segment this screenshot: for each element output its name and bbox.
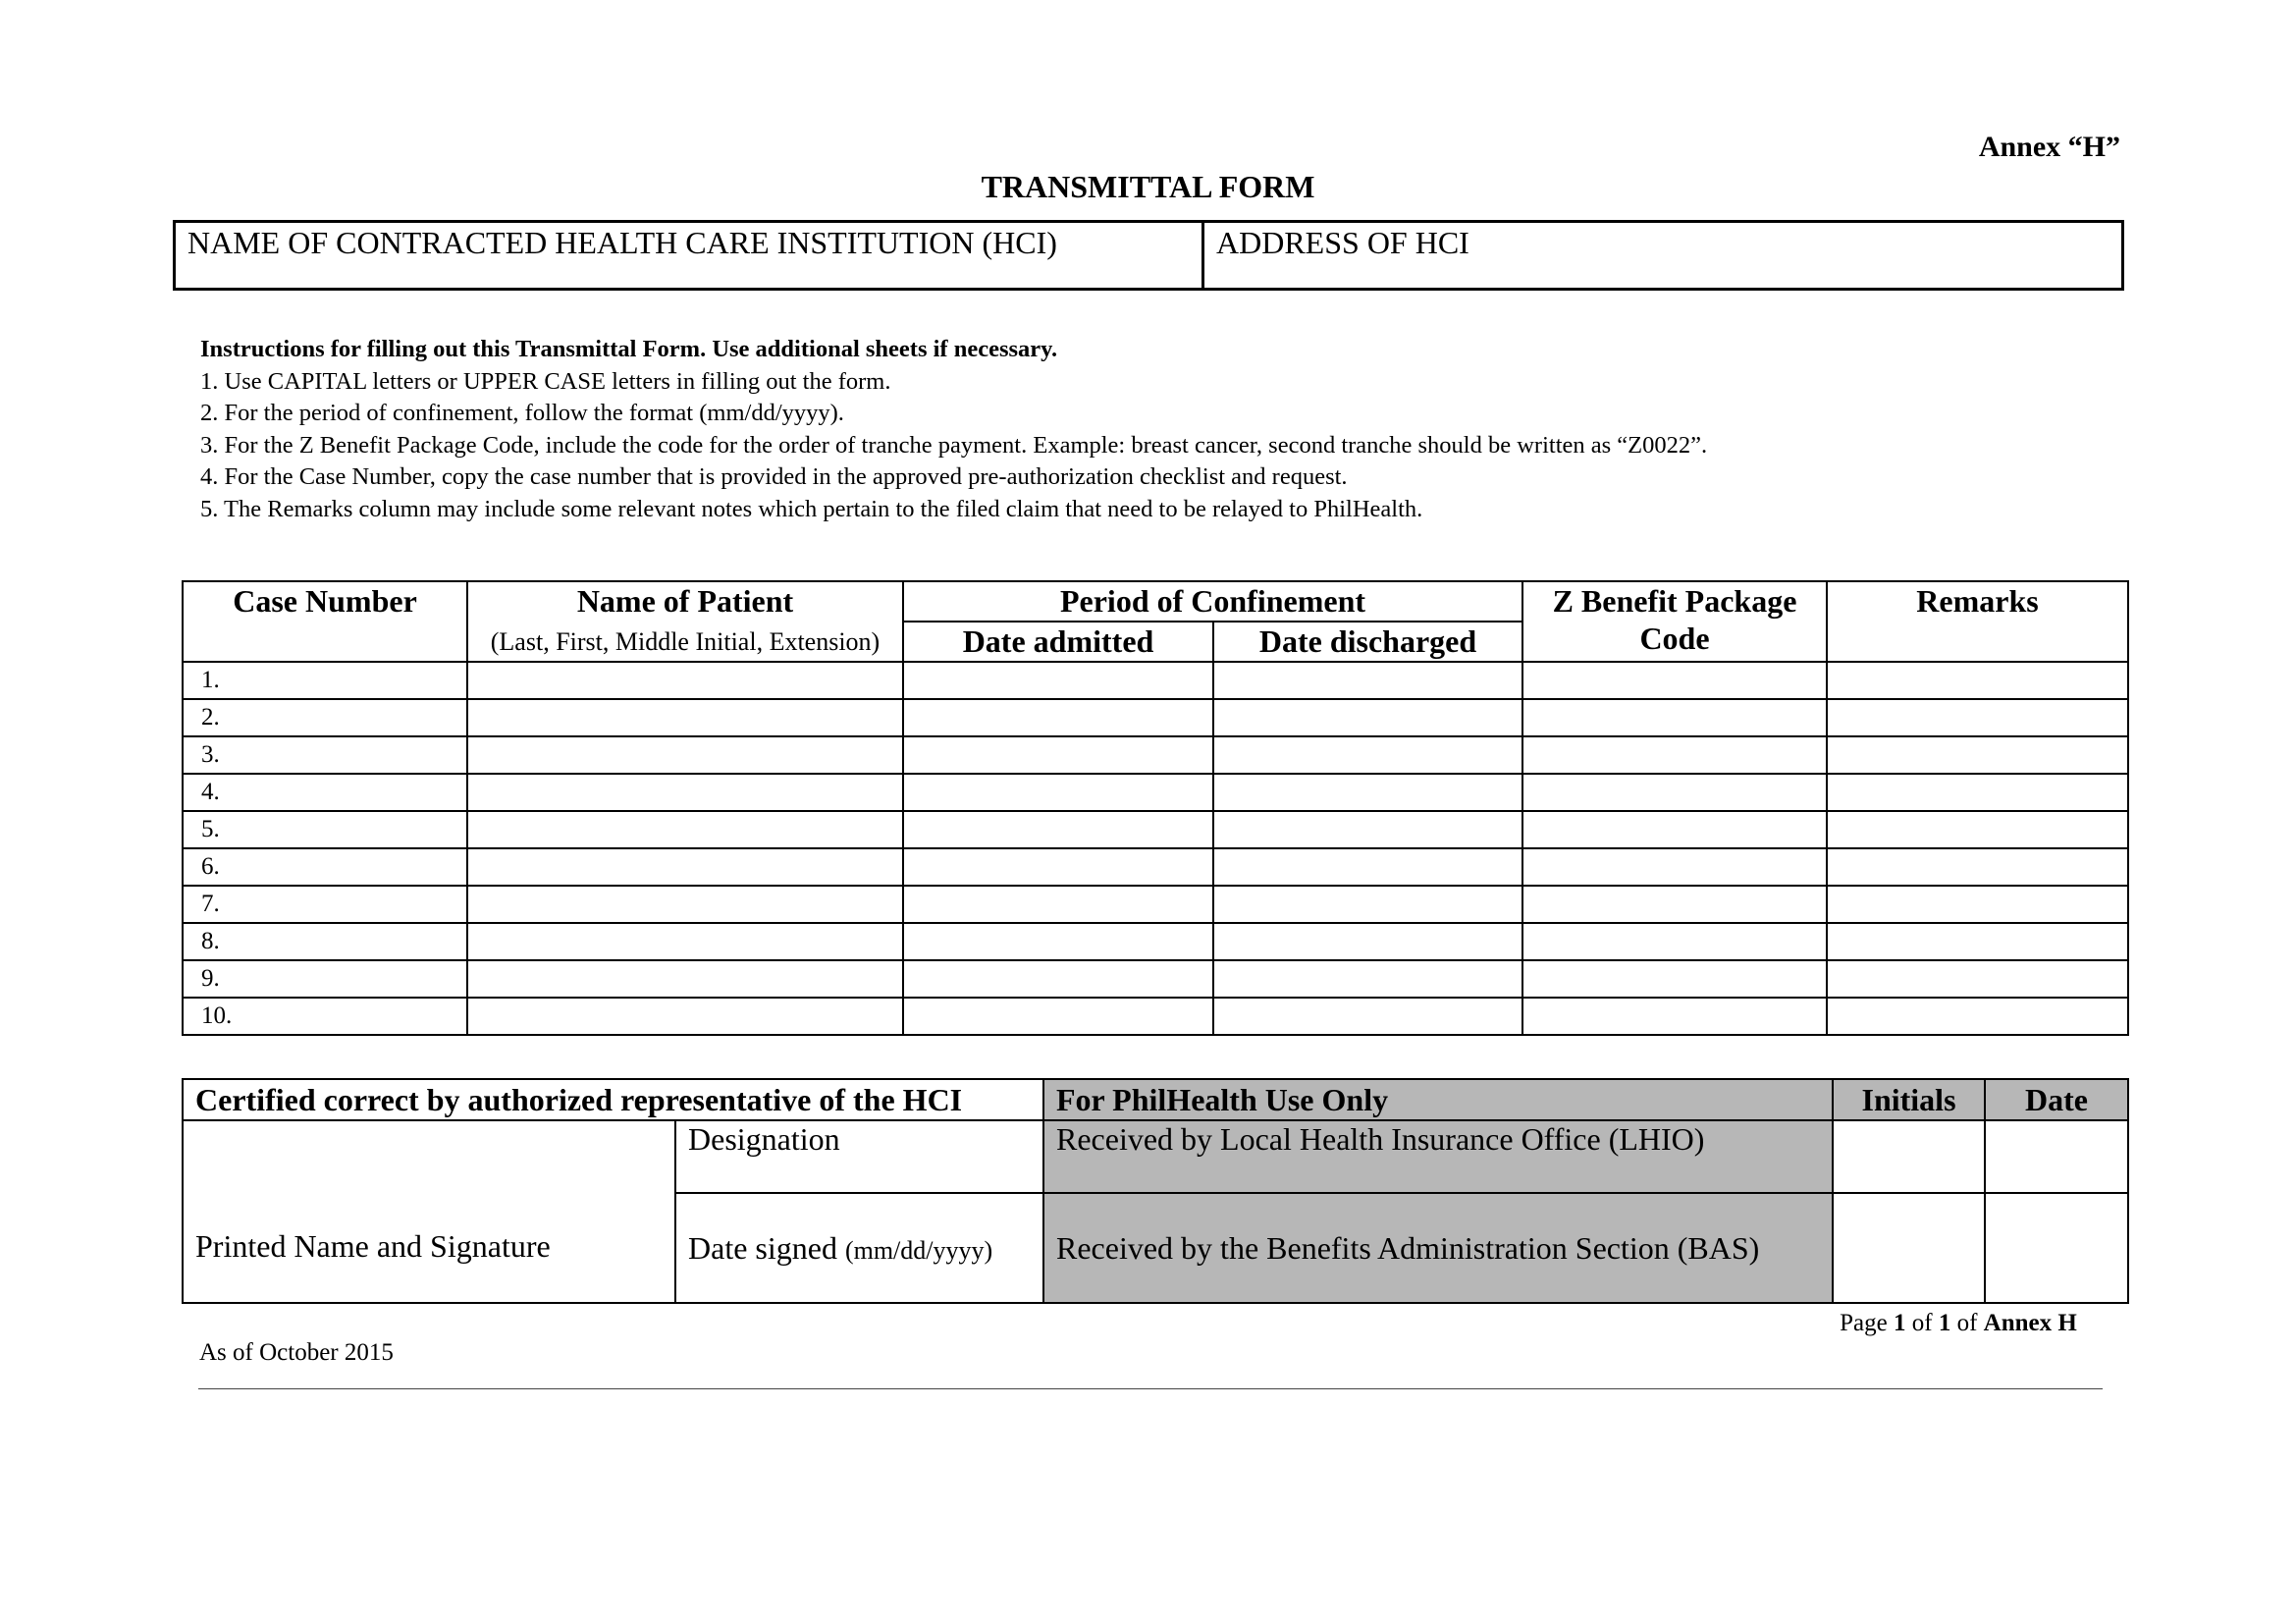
received-bas-label: Received by the Benefits Administration Section (BAS) xyxy=(1043,1193,1833,1303)
col-period-of-confinement: Period of Confinement xyxy=(903,581,1522,622)
instructions xyxy=(200,334,2065,525)
row-number: 10. xyxy=(183,998,467,1035)
cell-date-discharged[interactable] xyxy=(1213,886,1522,923)
cell-date-admitted[interactable] xyxy=(903,811,1213,848)
instruction-item: 3. For the Z Benefit Package Code, include the code for the order of tranche payment. Example: breast cancer, second tranche should be written as “Z0022”. xyxy=(200,431,1708,459)
row-number: 2. xyxy=(183,699,467,736)
col-zbp-code: Z Benefit Package Code xyxy=(1522,581,1827,662)
cell-date-admitted[interactable] xyxy=(903,662,1213,699)
row-number: 6. xyxy=(183,848,467,886)
row-number: 1. xyxy=(183,662,467,699)
cell-patient-name[interactable] xyxy=(467,662,903,699)
cell-zbp-code[interactable] xyxy=(1522,774,1827,811)
cell-zbp-code[interactable] xyxy=(1522,998,1827,1035)
col-date-discharged: Date discharged xyxy=(1213,622,1522,662)
cell-date-discharged[interactable] xyxy=(1213,662,1522,699)
table-row xyxy=(183,811,2128,848)
col-name-of-patient xyxy=(467,581,903,662)
bas-initials-field[interactable] xyxy=(1833,1193,1985,1303)
cell-date-admitted[interactable] xyxy=(903,774,1213,811)
cell-patient-name[interactable] xyxy=(467,736,903,774)
cell-date-discharged[interactable] xyxy=(1213,923,1522,960)
cell-remarks[interactable] xyxy=(1827,886,2128,923)
table-row xyxy=(183,662,2128,699)
hci-name-label: NAME OF CONTRACTED HEALTH CARE INSTITUTION (HCI) xyxy=(187,225,1057,260)
col-remarks: Remarks xyxy=(1827,581,2128,662)
initials-header: Initials xyxy=(1833,1079,1985,1120)
table-row xyxy=(183,774,2128,811)
cell-zbp-code[interactable] xyxy=(1522,848,1827,886)
table-row xyxy=(183,699,2128,736)
cell-date-admitted[interactable] xyxy=(903,960,1213,998)
cell-date-discharged[interactable] xyxy=(1213,699,1522,736)
received-lhio-label: Received by Local Health Insurance Office (LHIO) xyxy=(1043,1120,1833,1193)
cell-zbp-code[interactable] xyxy=(1522,662,1827,699)
cell-patient-name[interactable] xyxy=(467,886,903,923)
instruction-item: 5. The Remarks column may include some relevant notes which pertain to the filed claim that need to be relayed to PhilHealth. xyxy=(200,495,1423,522)
cell-patient-name[interactable] xyxy=(467,923,903,960)
certified-header: Certified correct by authorized representative of the HCI xyxy=(183,1079,1043,1120)
instruction-item: 2. For the period of confinement, follow the format (mm/dd/yyyy). xyxy=(200,400,844,426)
instruction-item: 1. Use CAPITAL letters or UPPER CASE letters in filling out the form. xyxy=(200,367,891,395)
philhealth-header: For PhilHealth Use Only xyxy=(1043,1079,1833,1120)
col-name-of-patient-label: Name of Patient xyxy=(576,583,794,619)
table-row xyxy=(183,886,2128,923)
row-number: 8. xyxy=(183,923,467,960)
cell-date-discharged[interactable] xyxy=(1213,998,1522,1035)
date-signed-field[interactable] xyxy=(675,1193,1043,1303)
table-row xyxy=(183,998,2128,1035)
cell-patient-name[interactable] xyxy=(467,960,903,998)
as-of-date: As of October 2015 xyxy=(199,1339,394,1366)
printed-name-signature-field[interactable] xyxy=(183,1120,675,1303)
cell-zbp-code[interactable] xyxy=(1522,811,1827,848)
cell-date-admitted[interactable] xyxy=(903,886,1213,923)
row-number: 5. xyxy=(183,811,467,848)
cell-date-admitted[interactable] xyxy=(903,848,1213,886)
cell-remarks[interactable] xyxy=(1827,960,2128,998)
hci-info-box xyxy=(173,220,2124,291)
hci-address-label: ADDRESS OF HCI xyxy=(1216,225,1469,260)
cell-date-discharged[interactable] xyxy=(1213,811,1522,848)
instruction-item: 4. For the Case Number, copy the case number that is provided in the approved pre-authorization checklist and request. xyxy=(200,463,1348,490)
cell-remarks[interactable] xyxy=(1827,811,2128,848)
row-number: 9. xyxy=(183,960,467,998)
row-number: 7. xyxy=(183,886,467,923)
cell-zbp-code[interactable] xyxy=(1522,736,1827,774)
col-case-number: Case Number xyxy=(183,581,467,662)
cell-remarks[interactable] xyxy=(1827,662,2128,699)
col-date-admitted: Date admitted xyxy=(903,622,1213,662)
lhio-initials-field[interactable] xyxy=(1833,1120,1985,1193)
lhio-date-field[interactable] xyxy=(1985,1120,2128,1193)
table-row xyxy=(183,736,2128,774)
cell-zbp-code[interactable] xyxy=(1522,886,1827,923)
cell-date-admitted[interactable] xyxy=(903,923,1213,960)
cell-remarks[interactable] xyxy=(1827,699,2128,736)
cell-date-discharged[interactable] xyxy=(1213,774,1522,811)
row-number: 3. xyxy=(183,736,467,774)
cell-patient-name[interactable] xyxy=(467,998,903,1035)
certification-table xyxy=(182,1078,2129,1304)
form-title: TRANSMITTAL FORM xyxy=(981,169,1315,204)
designation-field[interactable] xyxy=(675,1120,1043,1193)
cell-patient-name[interactable] xyxy=(467,699,903,736)
printed-name-label: Printed Name and Signature xyxy=(195,1228,551,1264)
col-name-subtitle: (Last, First, Middle Initial, Extension) xyxy=(490,627,881,656)
cell-date-discharged[interactable] xyxy=(1213,960,1522,998)
instructions-heading: Instructions for filling out this Transmittal Form. Use additional sheets if necessary. xyxy=(200,336,1058,362)
cell-zbp-code[interactable] xyxy=(1522,699,1827,736)
cell-zbp-code[interactable] xyxy=(1522,923,1827,960)
table-row xyxy=(183,923,2128,960)
footer-divider xyxy=(198,1388,2103,1389)
cell-patient-name[interactable] xyxy=(467,811,903,848)
cell-patient-name[interactable] xyxy=(467,774,903,811)
cell-date-admitted[interactable] xyxy=(903,736,1213,774)
cell-remarks[interactable] xyxy=(1827,774,2128,811)
cell-date-admitted[interactable] xyxy=(903,699,1213,736)
hci-address-field[interactable] xyxy=(1204,223,2121,292)
designation-label: Designation xyxy=(688,1121,840,1157)
table-row xyxy=(183,848,2128,886)
cell-date-discharged[interactable] xyxy=(1213,848,1522,886)
bas-date-field[interactable] xyxy=(1985,1193,2128,1303)
cell-remarks[interactable] xyxy=(1827,923,2128,960)
cell-zbp-code[interactable] xyxy=(1522,960,1827,998)
cell-date-discharged[interactable] xyxy=(1213,736,1522,774)
table-row xyxy=(183,960,2128,998)
cell-remarks[interactable] xyxy=(1827,998,2128,1035)
date-signed-label: Date signed xyxy=(688,1229,837,1266)
page-number: Page 1 of 1 of Annex H xyxy=(1840,1310,2077,1336)
hci-name-field[interactable] xyxy=(176,223,1204,288)
date-signed-format: (mm/dd/yyyy) xyxy=(844,1235,993,1265)
cell-remarks[interactable] xyxy=(1827,848,2128,886)
cell-remarks[interactable] xyxy=(1827,736,2128,774)
annex-label: Annex “H” xyxy=(1978,131,2120,163)
cell-date-admitted[interactable] xyxy=(903,998,1213,1035)
date-header: Date xyxy=(1985,1079,2128,1120)
cell-patient-name[interactable] xyxy=(467,848,903,886)
patient-table xyxy=(182,580,2129,1036)
row-number: 4. xyxy=(183,774,467,811)
